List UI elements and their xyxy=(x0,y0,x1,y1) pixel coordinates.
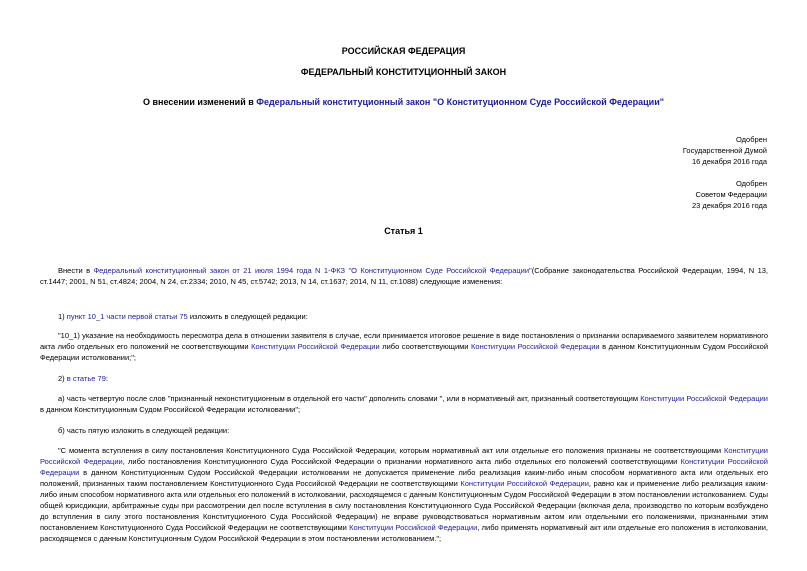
item-2-prefix: 2) xyxy=(58,374,67,383)
quote-text-d: , равно как и применение либо реализация каким-либо иным способом нормативного акта или отдельных его положений в истолковании, расходящемся с данным Конституционным Судом Российской Федерации в этом постановлении истолкованием. Суды общей юрисдикции, арбитражные суды при рассмотрении дел после вступления в силу постановления Конституционного Суда Российской Федерации (включая дела, производство по которым возбуждено до вступления в силу этого постановления Конституционного Суда Российской Федерации) не вправе руководствоваться нормативным актом или отдельными его положениями, признанными этим постановлением Конституционного Суда Российской Федерации не соответствующими xyxy=(40,479,768,532)
item-2b-text: б) часть пятую изложить в следующей редакции: xyxy=(58,426,230,435)
law-title-link[interactable]: Федеральный конституционный закон "О Конституционном Суде Российской Федерации" xyxy=(256,97,665,107)
item-2-suffix: : xyxy=(105,374,108,383)
constitution-link-4[interactable]: Конституции Российской Федерации xyxy=(40,446,768,466)
intro-suffix: (Собрание законодательства Российской Федерации, 1994, N 13, ст.1447; 2001, N 51, ст.4824; 2004, N 24, ст.2334; 2010, N 45, ст.5742; 2013, N 14, ст.1637; 2014, N 11, ст.1088) следующие изменения: xyxy=(40,266,768,286)
item-2-link[interactable]: в статье 79 xyxy=(66,374,106,383)
law-type-heading: ФЕДЕРАЛЬНЫЙ КОНСТИТУЦИОННЫЙ ЗАКОН xyxy=(300,67,507,77)
approval-fc-line2: Советом Федерации xyxy=(695,190,767,199)
approval-duma-line1: Одобрен xyxy=(736,135,767,144)
constitution-link-1[interactable]: Конституции Российской Федерации xyxy=(251,342,380,351)
quote-text-a: "С момента вступления в силу постановления Конституционного Суда Российской Федерации, которым нормативный акт или отдельные его положения признаны не соответствующими xyxy=(58,446,724,455)
quote-text-b: , либо постановления Конституционного Суда Российской Федерации о признании нормативного акта либо отдельных его положений соответствующими xyxy=(122,457,681,466)
item-2 xyxy=(40,373,768,384)
constitution-link-3[interactable]: Конституции Российской Федерации xyxy=(640,394,768,403)
item-1 xyxy=(40,311,768,322)
item-2a-text-b: в данном Конституционным Судом Российской Федерации истолковании"; xyxy=(40,405,301,414)
item-1-text-c: в данном Конституционным Судом Российской Федерации истолковании;"; xyxy=(40,342,769,362)
country-heading: РОССИЙСКАЯ ФЕДЕРАЦИЯ xyxy=(341,46,466,56)
item-2b xyxy=(40,425,768,436)
intro-law-link[interactable]: Федеральный конституционный закон от 21 июля 1994 года N 1-ФКЗ "О Конституционном Суде Российской Федерации" xyxy=(93,266,532,275)
quote-text-c: в данном Конституционным Судом Российской Федерации истолковании не допускается применение либо реализация каким-либо иным способом нормативного акта или отдельных его положений, признанных таким постановлением Конституционного Суда Российской Федерации не соответствующими xyxy=(40,468,768,488)
item-2a-text-a: а) часть четвертую после слов "признанный неконституционным в отдельной его части" дополнить словами ", или в нормативный акт, признанный соответствующим xyxy=(58,394,641,403)
constitution-link-7[interactable]: Конституции Российской Федерации xyxy=(349,523,478,532)
item-2b-quote xyxy=(40,445,768,544)
constitution-link-2[interactable]: Конституции Российской Федерации xyxy=(471,342,600,351)
approval-federation-council xyxy=(692,178,767,211)
constitution-link-5[interactable]: Конституции Российской Федерации xyxy=(40,457,768,477)
item-1-link[interactable]: пункт 10_1 части первой статьи 75 xyxy=(66,312,188,321)
approval-fc-date: 23 декабря 2016 года xyxy=(691,201,767,210)
approval-duma-date: 16 декабря 2016 года xyxy=(691,157,767,166)
intro-prefix: Внести в xyxy=(58,266,94,275)
item-1-text xyxy=(40,330,768,363)
article-intro xyxy=(40,265,768,287)
law-title xyxy=(0,97,807,107)
constitution-link-6[interactable]: Конституции Российской Федерации xyxy=(460,479,589,488)
approval-duma-line2: Государственной Думой xyxy=(682,146,767,155)
item-1-suffix: изложить в следующей редакции: xyxy=(187,312,308,321)
article-heading: Статья 1 xyxy=(384,226,423,236)
quote-text-e: , либо применять нормативный акт или отдельные его положения в истолковании, расходящемся с данным Конституционным Судом Российской Федерации в этом постановлении истолкованием."; xyxy=(40,523,768,543)
item-1-text-b: либо соответствующими xyxy=(379,342,472,351)
item-1-prefix: 1) xyxy=(58,312,67,321)
law-title-prefix: О внесении изменений в xyxy=(142,97,257,107)
item-2a xyxy=(40,393,768,415)
item-1-text-a: "10_1) указание на необходимость пересмотра дела в отношении заявителя в случае, если принимается итоговое решение в виде постановления о признании оспариваемого заявителем нормативного акта либо отдельных его положений не соответствующими xyxy=(40,331,768,351)
approval-fc-line1: Одобрен xyxy=(736,179,767,188)
approval-duma xyxy=(683,134,767,167)
